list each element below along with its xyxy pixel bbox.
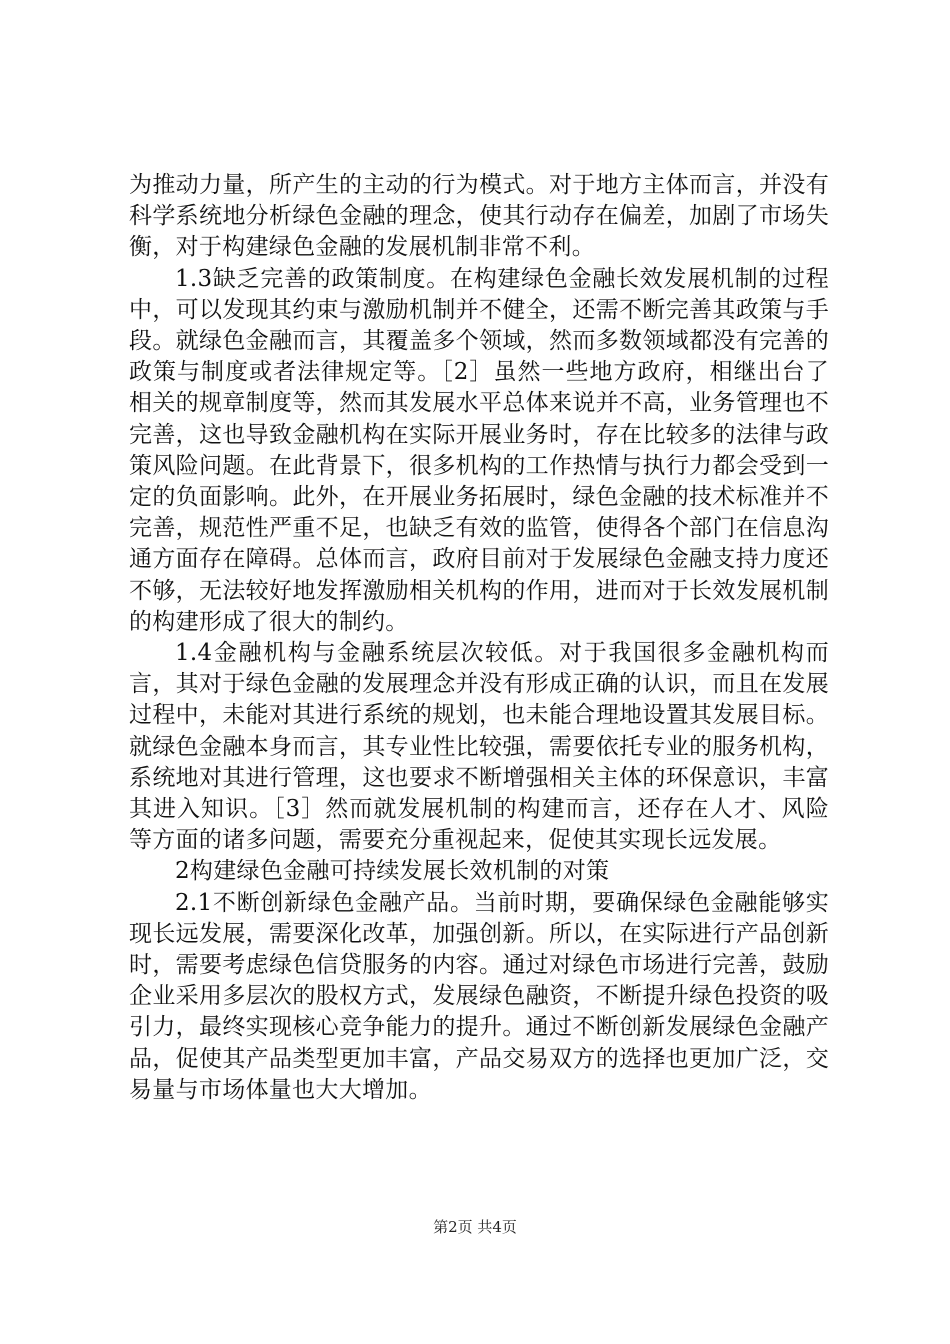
paragraph-section-2-1: 2.1不断创新绿色金融产品。当前时期，要确保绿色金融能够实现长远发展，需要深化改革，加强创新。所以，在实际进行产品创新时，需要考虑绿色信贷服务的内容。通过对绿色市场进行完善，鼓励企业采用多层次的股权方式，发展绿色融资，不断提升绿色投资的吸引力，最终实现核心竞争能力的提升。通过不断创新发展绿色金融产品，促使其产品类型更加丰富，产品交易双方的选择也更加广泛，交易量与市场体量也大大增加。 [129,889,829,1103]
page-number-footer: 第2页 共4页 [433,1218,517,1236]
document-body [129,170,829,1106]
section-heading-2: 2构建绿色金融可持续发展长效机制的对策 [175,858,610,885]
paragraph-section-1-4: 1.4金融机构与金融系统层次较低。对于我国很多金融机构而言，其对于绿色金融的发展理念并没有形成正确的认识，而且在发展过程中，未能对其进行系统的规划，也未能合理地设置其发展目标。就绿色金融本身而言，其专业性比较强，需要依托专业的服务机构，系统地对其进行管理，这也要求不断增强相关主体的环保意识，丰富其进入知识。［3］然而就发展机制的构建而言，还存在人才、风险等方面的诸多问题，需要充分重视起来，促使其实现长远发展。 [129,640,829,854]
paragraph-section-1-3: 1.3缺乏完善的政策制度。在构建绿色金融长效发展机制的过程中，可以发现其约束与激励机制并不健全，还需不断完善其政策与手段。就绿色金融而言，其覆盖多个领域，然而多数领域都没有完善的政策与制度或者法律规定等。［2］虽然一些地方政府，相继出台了相关的规章制度等，然而其发展水平总体来说并不高，业务管理也不完善，这也导致金融机构在实际开展业务时，存在比较多的法律与政策风险问题。在此背景下，很多机构的工作热情与执行力都会受到一定的负面影响。此外，在开展业务拓展时，绿色金融的技术标准并不完善，规范性严重不足，也缺乏有效的监管，使得各个部门在信息沟通方面存在障碍。总体而言，政府目前对于发展绿色金融支持力度还不够，无法较好地发挥激励相关机构的作用，进而对于长效发展机制的构建形成了很大的制约。 [129,265,829,635]
paragraph-continuation: 为推动力量，所产生的主动的行为模式。对于地方主体而言，并没有科学系统地分析绿色金融的理念，使其行动存在偏差，加剧了市场失衡，对于构建绿色金融的发展机制非常不利。 [129,172,829,261]
